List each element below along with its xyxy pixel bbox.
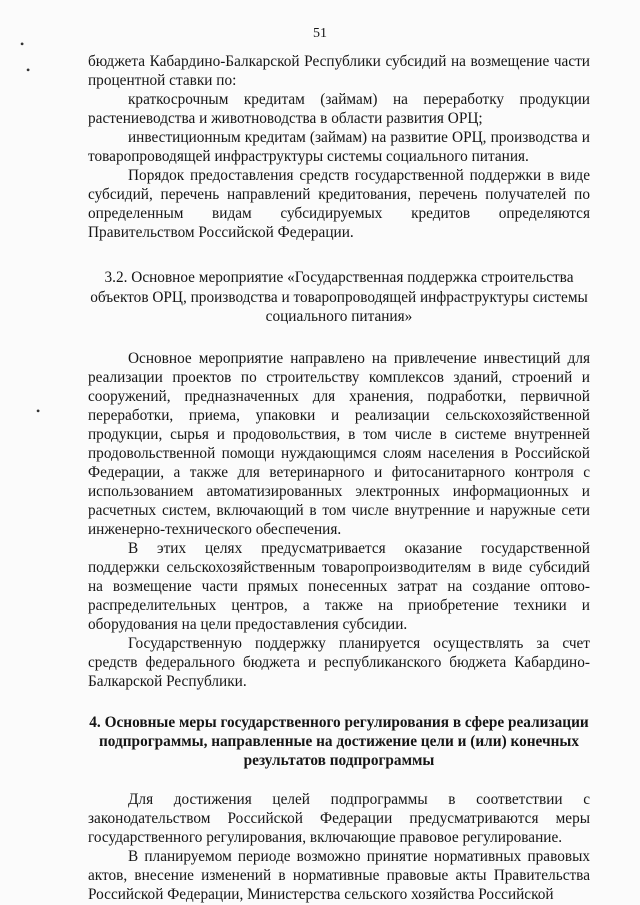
margin-mark: • — [36, 404, 41, 418]
paragraph: Основное мероприятие направлено на привлечение инвестиций для реализации проектов по строительству комплексов зданий, строений и сооружений, предназначенных для хранения, подработки, первичной переработки, приема, упаковки и реализации сельскохозяйственной продукции, сырья и продовольствия, в том числе в системе внутренней продовольственной помощи нуждающимся слоям населения в Российской Федерации, а также для ветеринарного и фитосанитарного контроля с использованием автоматизированных электронных информационных и расчетных систем, включающий в том числе внутренние и наружные сети инженерно-технического обеспечения. — [88, 349, 590, 538]
paragraph: Порядок предоставления средств государственной поддержки в виде субсидий, перечень направлений кредитования, перечень получателей по определенным видам субсидируемых кредитов определяются Правительством Российской Федерации. — [88, 167, 590, 241]
paragraph: В этих целях предусматривается оказание государственной поддержки сельскохозяйственным товаропроизводителям в виде субсидий на возмещение части прямых понесенных затрат на создание оптово-распределительных центров, а также на приобретение техники и оборудования на цели предоставления субсидии. — [88, 539, 590, 633]
margin-mark: • — [20, 37, 25, 51]
paragraph: инвестиционным кредитам (займам) на развитие ОРЦ, производства и товаропроводящей инфраструктуры системы социального питания. — [88, 129, 590, 165]
section-title: 3.2. Основное мероприятие «Государственная поддержка строительства объектов ОРЦ, производства и товаропроводящей инфраструктуры системы социального питания» — [90, 269, 588, 325]
page-number: 51 — [313, 26, 327, 41]
margin-mark: • — [26, 63, 31, 77]
section-heading: 4. Основные меры государственного регулирования в сфере реализации подпрограммы, направленные на достижение цели и (или) конечных результатов подпрограммы — [89, 713, 589, 769]
paragraph: краткосрочным кредитам (займам) на переработку продукции растениеводства и животноводства в области развития ОРЦ; — [88, 91, 590, 127]
document-body — [88, 52, 590, 904]
paragraph: Государственную поддержку планируется осуществлять за счет средств федерального бюджета и республиканского бюджета Кабардино-Балкарской Республики. — [88, 634, 590, 690]
paragraph: бюджета Кабардино-Балкарской Республики субсидий на возмещение части процентной ставки по: — [88, 53, 590, 89]
paragraph: В планируемом периоде возможно принятие нормативных правовых актов, внесение изменений в нормативные правовые акты Правительства Российской Федерации, Министерства сельского хозяйства Российской — [88, 847, 590, 903]
paragraph: Для достижения целей подпрограммы в соответствии с законодательством Российской Федерации предусматриваются меры государственного регулирования, включающие правовое регулирование. — [88, 790, 590, 846]
